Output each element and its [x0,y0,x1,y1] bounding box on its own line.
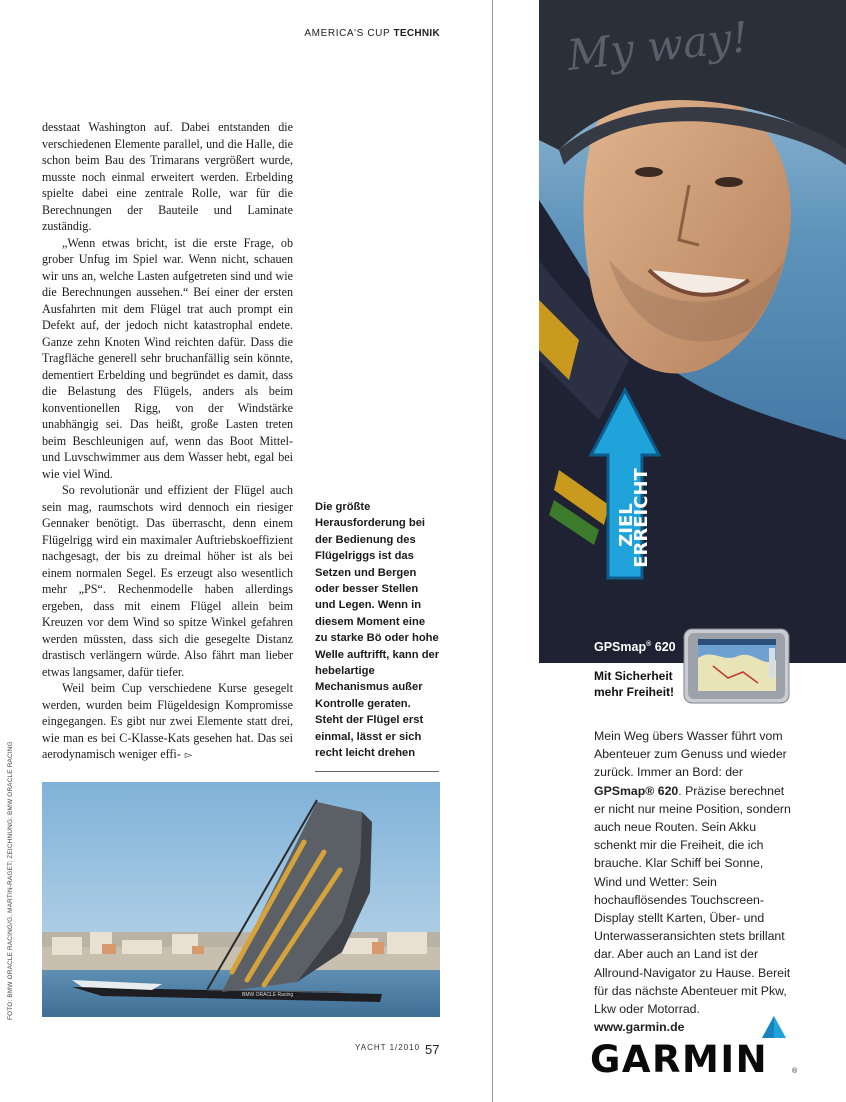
ad-copy-product: GPSmap® 620 [594,783,679,798]
photo-credit [7,730,17,1020]
garmin-url-link[interactable]: www.garmin.de [594,1020,685,1035]
section-name: AMERICA'S CUP [304,28,391,39]
ad-copy-body: . Präzise berechnet er nicht nur meine Position, sondern auch neue Routen. Sein Akku schenkt mir die Freiheit, die ich brauche. Klar Schiff bei Sonne, Wind und Wetter: Sein hochauflösendes Touchscreen-Display stellt Karten, Über- und Unterwasseransichten stets brillant dar. Aber auch an Land ist der Allround-Navigator zu Hause. Bereit für das nächste Abenteuer mit Pkw, Lkw oder Motorrad. [594,783,791,1017]
product-name: GPSmap [594,640,647,654]
garmin-logo [590,1038,802,1082]
ad-slogan: Mit Sicherheit mehr Freiheit! [594,669,675,699]
page-number: 57 [425,1042,440,1057]
arrow-label-1: ZIEL [616,503,637,547]
ad-portrait-photo [539,0,846,663]
article-paragraph-text: Weil beim Cup verschiedene Kurse gesegelt werden, wurden beim Flügeldesign Kompromisse eingegangen. Es gibt nur zwei Elemente statt drei, wie man es bei C-Klasse-Kats gesehen hat. Das sei aerodynamisch weniger effi- [42,681,293,761]
article-paragraph: „Wenn etwas bricht, ist die erste Frage, ob grober Unfug im Spiel war. Wenn nicht, schauen wir uns an, welche Lasten aufgetreten sind und wie die Berechnungen aussehen.“ Bei einer der ersten Ausfahrten mit dem Flügel trat auch prompt ein Defekt auf, der jedoch nicht katastrophal endete. Ganze zehn Knoten Wind reichten dafür. Dass die Tragfläche generell sehr bruchanfällig sein könnte, dementiert Erbelding und begründet es damit, dass die Belastung des Flügels, anders als beim konventionellen Rigg, von der Windstärke unabhängig sei. Das heißt, große Lasten treten beim Beschleunigen auf, wenn das Boot Mittel- und Luvschwimmer aus dem Wasser hebt, egal bei wie viel Wind. [42,235,293,481]
pull-quote-rule [315,771,439,772]
product-label [594,640,676,654]
section-header [260,28,440,39]
arrow-label-2: ERREICHT [631,468,652,568]
sailor-portrait-illustration [539,0,846,663]
article-paragraph: So revolutionär und effizient der Flügel auch sein mag, raumschots wird dennoch ein riesiger Gennaker benötigt. Das überrascht, denn einem Flügelrigg wird ein maximaler Auftriebskoeffizient nachgesagt, der bis zu dreimal höher ist als bei einem normalen Segel. Es erzeugt also wesentlich mehr „PS“. Rechenmodelle haben allerdings ergeben, dass mit einem Flügel allein beim Kreuzen vor dem Wind so spitze Winkel gefahren werden müssten, dass sich die gesegelte Distanz drastisch verlängern würde. Also fährt man lieber etwas langsamer, dafür tiefer. [42,483,293,679]
cap-lettering: My way! [564,12,751,80]
catamaran-photo [42,782,440,1017]
garmin-wordmark: GARMIN [590,1038,769,1081]
magazine-issue: YACHT 1/2010 [355,1043,421,1052]
ad-copy [594,727,794,1036]
page-gutter-line [492,0,493,1102]
article-paragraph [42,680,293,765]
photo-credit-text: FOTO: BMW ORACLE RACING/G. MARTIN-RAGET; ZEICHNUNG: BMW ORACLE RACING [7,741,14,1020]
garmin-registered-mark: ® [792,1068,798,1075]
ad-copy-intro: Mein Weg übers Wasser führt vom Abenteuer zum Genuss und wieder zurück. Immer an Bord: der [594,729,787,780]
continue-arrow-icon: ▻ [184,750,193,761]
product-number: 620 [654,640,676,654]
garmin-triangle-icon [762,1016,786,1038]
product-registered-mark: ® [646,640,652,648]
article-paragraph: desstaat Washington auf. Dabei entstanden die verschiedenen Elemente parallel, und die Halle, die schon beim Bau des Trimarans vergrößert wurde, musste noch einmal erweitert werden. Erbelding spielte dabei eine zentrale Rolle, war für die Berechnungen der Bauteile und Laminate zuständig. [42,120,293,233]
pull-quote: Die größte Herausforderung bei der Bedienung des Flügelriggs ist das Setzen und Bergen oder besser Stellen und Legen. Wenn in diesem Moment eine zu starke Bö oder hohe Welle auftrifft, kann der hebelartige Mechanismus außer Kontrolle geraten. Steht der Flügel erst einmal, lässt er sich recht leicht drehen [315,501,440,760]
article-body [42,119,293,765]
hull-lettering: BMW ORACLE Racing [242,992,294,998]
catamaran-illustration [42,782,440,1017]
section-topic: TECHNIK [393,28,440,39]
